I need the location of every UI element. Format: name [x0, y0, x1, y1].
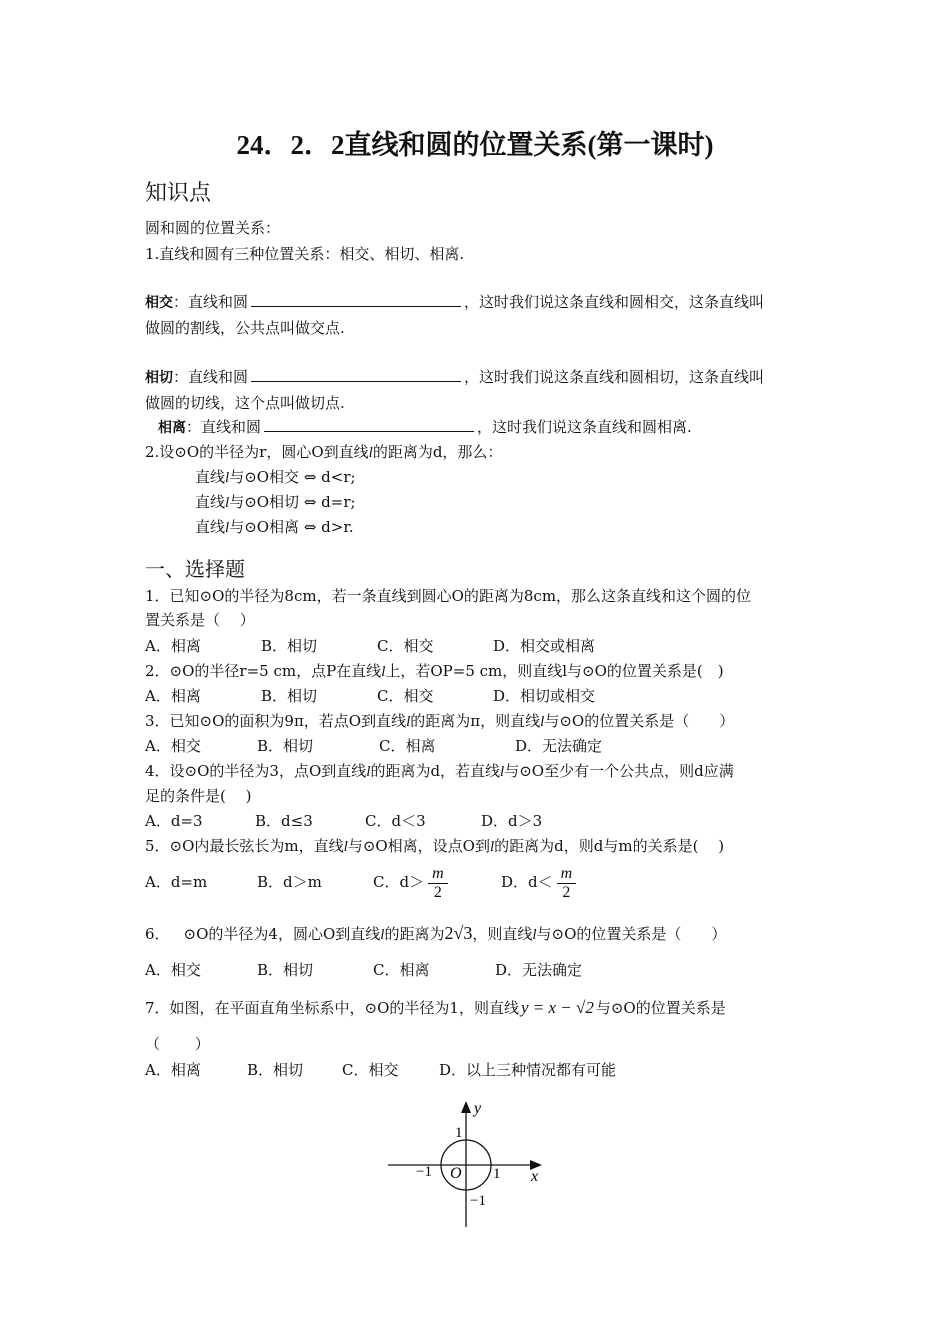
- separate-line: 相离：直线和圆 ，这时我们说这条直线和圆相离.: [158, 418, 692, 436]
- question-7-cont: （ ）: [145, 1035, 210, 1053]
- rule-intersect: 直线l与⊙O相交 ⇔ d<r;: [195, 468, 356, 486]
- fill-blank[interactable]: [251, 292, 461, 307]
- question-2-options: [145, 686, 595, 706]
- question-1-cont: 置关系是（ ）: [145, 611, 255, 629]
- option-b[interactable]: B．相切: [247, 1061, 304, 1079]
- question-2: 2．⊙O的半径r=5 cm，点P在直线l上，若OP=5 cm，则直线l与⊙O的位置关系是( ): [145, 662, 724, 680]
- option-c[interactable]: C．d＜3: [365, 812, 426, 830]
- question-7-options: [145, 1060, 616, 1080]
- fill-blank[interactable]: [251, 367, 461, 382]
- option-d[interactable]: D．d＞3: [481, 812, 543, 830]
- option-a[interactable]: A．d=3: [145, 812, 203, 830]
- option-a[interactable]: A．相离: [145, 637, 201, 655]
- intersect-label: 相交: [145, 295, 173, 311]
- option-d[interactable]: D．无法确定: [515, 737, 603, 755]
- option-d[interactable]: D．相切或相交: [493, 687, 596, 705]
- question-5: 5．⊙O内最长弦长为m，直线l与⊙O相离，设点O到l的距离为d，则d与m的关系是( ): [145, 837, 725, 855]
- option-a[interactable]: A．相交: [145, 961, 201, 979]
- origin-label: O: [450, 1165, 462, 1182]
- y-axis-arrow: [461, 1101, 471, 1113]
- option-c[interactable]: C．相交: [342, 1061, 399, 1079]
- question-5-options: [145, 860, 576, 904]
- intersect-line: 相交：直线和圆 ，这时我们说这条直线和圆相交，这条直线叫: [145, 293, 765, 311]
- option-a[interactable]: A．相离: [145, 1061, 201, 1079]
- option-d[interactable]: D．d＜ $\frac{m}{2}$: [501, 860, 576, 904]
- point-1: 1.直线和圆有三种位置关系：相交、相切、相离.: [145, 245, 465, 263]
- coordinate-figure: [380, 1095, 555, 1235]
- fraction-m-over-2: $\frac{m}{2}$: [557, 865, 577, 902]
- option-c[interactable]: C．相离: [379, 737, 436, 755]
- question-3: 3．已知⊙O的面积为9π，若点O到直线l的距离为π，则直线l与⊙O的位置关系是（ ）: [145, 712, 735, 730]
- question-6: 6． ⊙O的半径为4，圆心O到直线l的距离为2√3，则直线l与⊙O的位置关系是（ ）: [145, 923, 727, 943]
- option-a[interactable]: A．d=m: [145, 873, 208, 891]
- option-c[interactable]: C．相交: [377, 687, 434, 705]
- question-4-cont: 足的条件是( ): [145, 787, 252, 805]
- question-4: 4．设⊙O的半径为3，点O到直线l的距离为d，若直线l与⊙O至少有一个公共点，则d应满: [145, 762, 734, 780]
- page-title: 24．2．2直线和圆的位置关系(第一课时): [236, 130, 714, 160]
- question-6-options: [145, 960, 582, 980]
- x-label: x: [531, 1168, 539, 1185]
- option-b[interactable]: B．d＞m: [257, 873, 322, 891]
- option-c[interactable]: C．d＞ $\frac{m}{2}$: [373, 860, 501, 904]
- intersect-cont: 做圆的割线，公共点叫做交点.: [145, 319, 345, 337]
- rule-separate: 直线l与⊙O相离 ⇔ d>r.: [195, 518, 354, 536]
- y-label: y: [474, 1100, 482, 1117]
- option-d[interactable]: D．无法确定: [495, 961, 583, 979]
- option-c[interactable]: C．相交: [377, 637, 434, 655]
- knowledge-heading: 知识点: [145, 181, 212, 206]
- tangent-cont: 做圆的切线，这个点叫做切点.: [145, 394, 345, 412]
- option-a[interactable]: A．相交: [145, 737, 201, 755]
- intro-line: 圆和圆的位置关系：: [145, 219, 281, 237]
- section-heading: 一、选择题: [145, 557, 245, 581]
- question-1: 1．已知⊙O的半径为8cm，若一条直线到圆心O的距离为8cm，那么这条直线和这个圆的位: [145, 587, 752, 605]
- option-a[interactable]: A．相离: [145, 687, 201, 705]
- option-b[interactable]: B．相切: [261, 687, 318, 705]
- option-b[interactable]: B．d≤3: [255, 812, 313, 830]
- tick-label-neg1-left: −1: [416, 1164, 432, 1180]
- tick-label-1-right: 1: [493, 1166, 501, 1182]
- two-root-three: 2√3: [444, 923, 473, 943]
- question-3-options: [145, 736, 602, 756]
- option-d[interactable]: D．相交或相离: [493, 637, 596, 655]
- question-4-options: [145, 811, 542, 831]
- option-b[interactable]: B．相切: [257, 961, 314, 979]
- option-b[interactable]: B．相切: [261, 637, 318, 655]
- tick-label-neg1-bottom: −1: [470, 1193, 486, 1209]
- tangent-label: 相切: [145, 370, 173, 386]
- option-b[interactable]: B．相切: [257, 737, 314, 755]
- separate-label: 相离: [158, 420, 186, 436]
- rule-tangent: 直线l与⊙O相切 ⇔ d=r;: [195, 493, 356, 511]
- option-c[interactable]: C．相离: [373, 961, 430, 979]
- tick-label-1-top: 1: [455, 1125, 463, 1141]
- point-2: 2.设⊙O的半径为r，圆心O到直线l的距离为d，那么：: [145, 443, 503, 461]
- line-equation: y = x − √2: [520, 998, 594, 1017]
- question-7: 7．如图，在平面直角坐标系中，⊙O的半径为1，则直线 y = x − √2 与⊙O的位置关系是: [145, 998, 726, 1017]
- option-d[interactable]: D．以上三种情况都有可能: [439, 1061, 617, 1079]
- tangent-line: 相切：直线和圆 ，这时我们说这条直线和圆相切，这条直线叫: [145, 368, 765, 386]
- fill-blank[interactable]: [264, 417, 474, 432]
- fraction-m-over-2: $\frac{m}{2}$: [428, 865, 448, 902]
- question-1-options: [145, 636, 595, 656]
